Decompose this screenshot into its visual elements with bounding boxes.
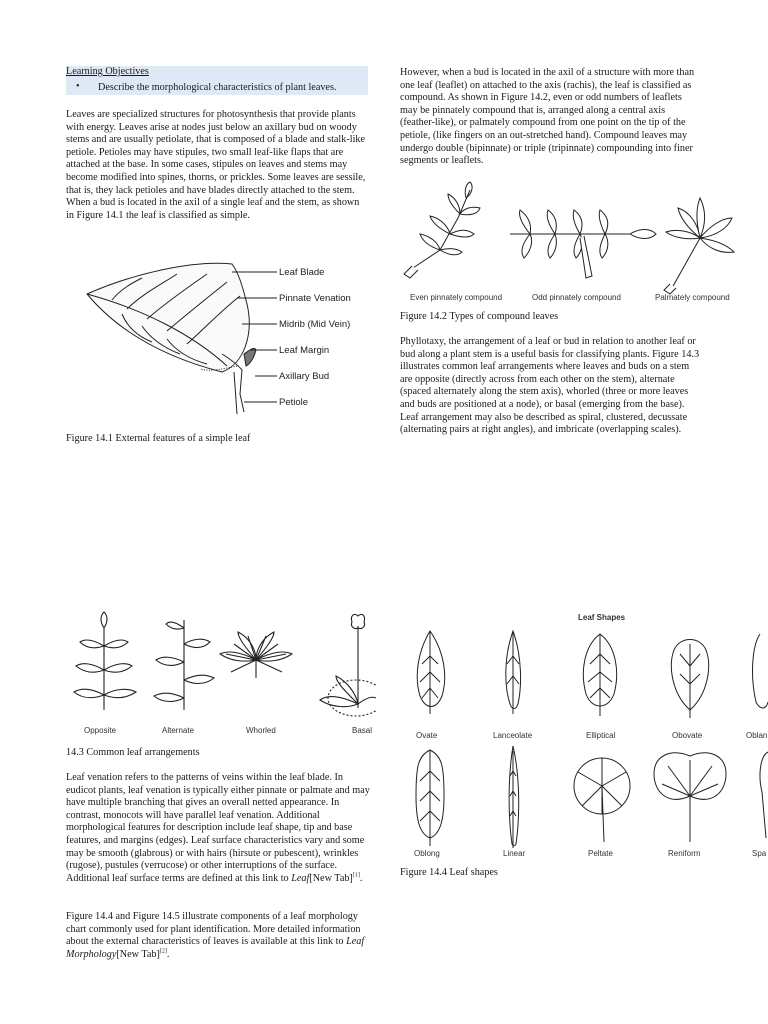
fig2-label-odd: Odd pinnately compound [532,293,621,302]
fig3-label-whorled: Whorled [246,726,276,735]
fig4-label-obovate: Obovate [672,731,703,740]
fig3-label-alternate: Alternate [162,726,195,735]
leaf-shapes-figure [400,606,768,862]
fig3-label-basal: Basal [352,726,373,735]
morphology-chart-paragraph: Figure 14.4 and Figure 14.5 illustrate components of a leaf morphology chart commonly used for plant identification. More detailed information about the external characteristics of leaves is available at this link to Leaf Morphology[New Tab][2]. [66,911,365,960]
fig4-label-reniform: Reniform [668,849,701,858]
fig3-label-opposite: Opposite [84,726,117,735]
fig1-label-leaf-blade: Leaf Blade [279,267,325,278]
leaf-arrangements-figure [66,600,376,740]
fig4-label-linear: Linear [503,849,526,858]
learning-objectives-title: Learning Objectives [66,66,149,77]
simple-leaf-paragraph: Leaves are specialized structures for photosynthesis that provide plants with energy. Leaves arise at nodes just below an axillary bud on woody stems and are usually petiolate, that is composed of a blade and stalk-like petiole. Petioles may have stipules, two small leaf-like flaps that are attached at the base. In some cases, stipules on leaves and stems may become modified into spines, thorns, or prickles. Some leaves are sessile, that is, they lack petioles and have blades directly attached to the stem. When a bud is located in the axil of a single leaf and the stem, as shown in Figure 14.1 the leaf is classified as simple. [66,109,366,221]
fig2-label-even: Even pinnately compound [410,293,503,302]
fig1-label-pinnate-venation: Pinnate Venation [279,293,351,304]
fig1-label-midrib: Midrib (Mid Vein) [279,319,351,330]
figure-14-1-caption: Figure 14.1 External features of a simple leaf [66,433,251,444]
fig4-label-oblanceolate: Oblan [746,731,768,740]
bullet-dot: • [76,81,80,92]
learning-objectives-box [66,66,368,95]
fig4-label-elliptical: Elliptical [586,731,616,740]
leaf-link[interactable]: Leaf [291,872,310,884]
fig4-title: Leaf Shapes [578,613,626,622]
compound-leaves-figure [400,178,740,306]
phyllotaxy-paragraph: Phyllotaxy, the arrangement of a leaf or bud in relation to another leaf or bud along a plant stem is a useful basis for classifying plants. Figure 14.3 illustrates common leaf arrangements where leaves and buds on a stem are opposite (directly across from each other on the stem), alternate (spaced alternately along the stem axis), whorled (three or more leaves and buds are positioned at a node), or basal (emerging from the base). Leaf arrangement may also be described as spiral, clustered, decussate (alternating pairs at right angles), and imbricate (overlapping scales). [400,336,700,436]
fig2-label-palmate: Palmately compound [655,293,730,302]
morphology-text: Figure 14.4 and Figure 14.5 illustrate components of a leaf morphology chart commonly used for plant identification. More detailed information about the external characteristics of leaves is available at this link to [66,911,361,948]
figure-14-2-caption: Figure 14.2 Types of compound leaves [400,311,559,322]
fig1-label-axillary-bud: Axillary Bud [279,371,330,382]
fig4-label-lanceolate: Lanceolate [493,731,533,740]
fig4-label-ovate: Ovate [416,731,438,740]
leaf-morphology-link-newtab[interactable]: [New Tab] [116,948,160,960]
learning-objective-item: Describe the morphological characteristics of plant leaves. [98,82,337,93]
leaf-link-newtab[interactable]: [New Tab] [309,872,353,884]
leaf-morphology-link[interactable]: Leaf Morphology [66,936,365,960]
compound-leaf-paragraph: However, when a bud is located in the axil of a structure with more than one leaf (leaflet) on attached to the axis (rachis), the leaf is classified as compound. As shown in Figure 14.2, even or odd numbers of leaflets may be pinnately compound that is, arranged along a central axis (feather-like), or palmately compound from one point on the tip of the petiole, (like fingers on an out-stretched hand). Compound leaves may undergo double (bipinnate) or triple (tripinnate) compounding into finer segments or leaflets. [400,67,695,167]
fig4-label-oblong: Oblong [414,849,440,858]
fig4-label-peltate: Peltate [588,849,613,858]
reference-2[interactable]: [2] [159,948,167,955]
figure-14-3-caption: 14.3 Common leaf arrangements [66,747,200,758]
fig1-label-leaf-margin: Leaf Margin [279,345,330,356]
fig1-label-petiole: Petiole [279,397,309,408]
fig4-label-spatulate: Spa [752,849,767,858]
simple-leaf-figure [72,254,372,424]
reference-1[interactable]: [1] [352,872,360,879]
venation-paragraph: Leaf venation refers to the patterns of veins within the leaf blade. In eudicot plants, leaf venation is typically either pinnate or palmate and may have multiple branching that gives an overall netted appearance. In contrast, monocots will have parallel leaf venation. Additional morphological features for description include leaf shape, tip and base features, and margins (edges). Leaf surface characteristics vary and some may be smooth (glabrous) or with hairs (hirsute or pubescent), wrinkles (rugose), pustules (verrucose) or other interruptions of the surface. Additional leaf surface terms are defined at this link to Leaf[New Tab][1]. [66,772,370,884]
figure-14-4-caption: Figure 14.4 Leaf shapes [400,867,498,878]
venation-text: Leaf venation refers to the patterns of veins within the leaf blade. In eudicot plants, leaf venation is typically either pinnate or palmate and may have multiple branching that gives an overall netted appearance. In contrast, monocots will have parallel leaf venation. Additional morphological features for description include leaf shape, tip and base features, and margins (edges). Leaf surface characteristics vary and some may be smooth (glabrous) or with hairs (hirsute or pubescent), wrinkles (rugose), pustules (verrucose) or other interruptions of the surface. Additional leaf surface terms are defined at this link to [66,772,370,884]
